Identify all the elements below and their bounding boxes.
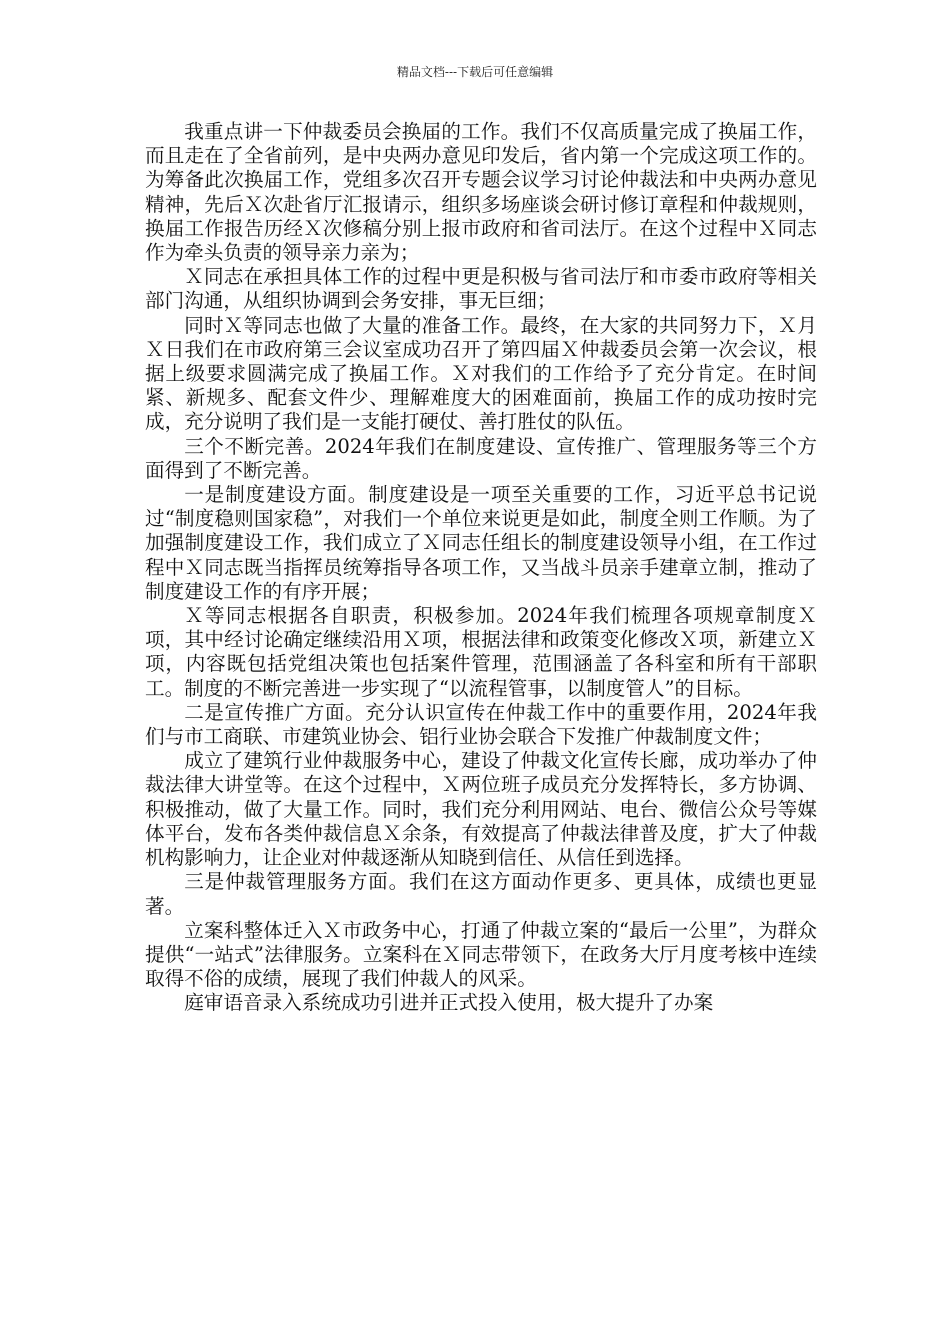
paragraph-7: 二是宣传推广方面。充分认识宣传在仲裁工作中的重要作用，2024年我们与市工商联、市建筑业协会、铝行业协会联合下发推广仲裁制度文件； xyxy=(145,700,817,749)
paragraph-4: 三个不断完善。2024年我们在制度建设、宣传推广、管理服务等三个方面得到了不断完善。 xyxy=(145,434,817,482)
paragraph-10: 立案科整体迁入Ｘ市政务中心，打通了仲裁立案的“最后一公里”，为群众提供“一站式”法律服务。立案科在Ｘ同志带领下，在政务大厅月度考核中连续取得不俗的成绩，展现了我们仲裁人的风采。 xyxy=(145,918,817,991)
paragraph-11: 庭审语音录入系统成功引进并正式投入使用，极大提升了办案 xyxy=(184,991,714,1015)
paragraph-5: 一是制度建设方面。制度建设是一项至关重要的工作，习近平总书记说过“制度稳则国家稳”，对我们一个单位来说更是如此，制度全则工作顺。为了加强制度建设工作，我们成立了Ｘ同志任组长的制度建设领导小组，在工作过程中Ｘ同志既当指挥员统筹指导各项工作，又当战斗员亲手建章立制，推动了制度建设工作的有序开展； xyxy=(145,483,817,603)
paragraph-3: 同时Ｘ等同志也做了大量的准备工作。最终，在大家的共同努力下，Ｘ月Ｘ日我们在市政府第三会议室成功召开了第四届Ｘ仲裁委员会第一次会议，根据上级要求圆满完成了换届工作。Ｘ对我们的工作给予了充分肯定。在时间紧、新规多、配套文件少、理解难度大的困难面前，换届工作的成功按时完成，充分说明了我们是一支能打硬仗、善打胜仗的队伍。 xyxy=(145,313,817,434)
paragraph-2: Ｘ同志在承担具体工作的过程中更是积极与省司法厅和市委市政府等相关部门沟通，从组织协调到会务安排，事无巨细； xyxy=(145,265,817,313)
paragraph-9: 三是仲裁管理服务方面。我们在这方面动作更多、更具体，成绩也更显著。 xyxy=(145,870,817,918)
paragraph-8: 成立了建筑行业仲裁服务中心，建设了仲裁文化宣传长廊，成功举办了仲裁法律大讲堂等。在这个过程中，Ｘ两位班子成员充分发挥特长，多方协调、积极推动，做了大量工作。同时，我们充分利用网站、电台、微信公众号等媒体平台，发布各类仲裁信息Ｘ余条，有效提高了仲裁法律普及度，扩大了仲裁机构影响力，让企业对仲裁逐渐从知晓到信任、从信任到选择。 xyxy=(145,749,817,870)
paragraph-1: 我重点讲一下仲裁委员会换届的工作。我们不仅高质量完成了换届工作，而且走在了全省前列，是中央两办意见印发后，省内第一个完成这项工作的。为筹备此次换届工作，党组多次召开专题会议学习讨论仲裁法和中央两办意见精神，先后Ｘ次赴省厅汇报请示，组织多场座谈会研讨修订章程和仲裁规则，换届工作报告历经Ｘ次修稿分别上报市政府和省司法厅。在这个过程中Ｘ同志作为牵头负责的领导亲力亲为； xyxy=(145,120,817,265)
document-body xyxy=(145,120,817,1016)
paragraph-6: Ｘ等同志根据各自职责，积极参加。2024年我们梳理各项规章制度Ｘ项，其中经讨论确定继续沿用Ｘ项，根据法律和政策变化修改Ｘ项，新建立Ｘ项，内容既包括党组决策也包括案件管理，范围涵盖了各科室和所有干部职工。制度的不断完善进一步实现了“以流程管事，以制度管人”的目标。 xyxy=(145,604,817,700)
page-header: 精品文档---下载后可任意编辑 xyxy=(396,65,554,79)
